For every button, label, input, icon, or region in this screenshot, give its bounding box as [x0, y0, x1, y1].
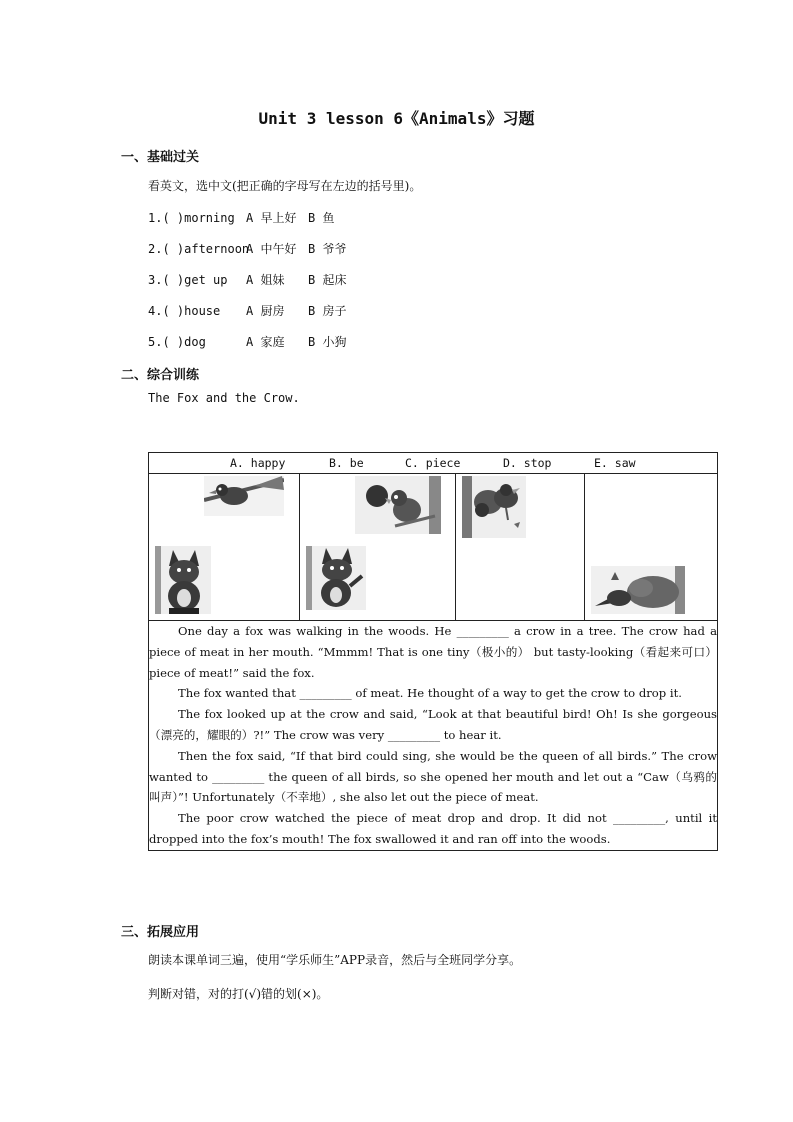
item-option-a: A 姐妹 [246, 273, 285, 287]
item-option-b: B 房子 [308, 304, 347, 318]
crow-with-meat-illustration [355, 476, 441, 534]
item-question: 2.( )afternoon [148, 242, 250, 256]
section3-line1: 朗读本课单词三遍，使用“学乐师生”APP录音，然后与全班同学分享。 [148, 953, 522, 967]
section2-heading: 二、综合训练 [121, 368, 200, 383]
item-option-b: B 爷爷 [308, 242, 347, 256]
list-item [148, 240, 346, 257]
crow-on-branch-illustration [204, 476, 284, 516]
item-option-a: A 厨房 [246, 304, 285, 318]
item-question: 5.( )dog [148, 335, 206, 349]
fox-sitting-illustration [155, 546, 211, 614]
item-option-b: B 鱼 [308, 211, 335, 225]
option-e: E. saw [594, 456, 636, 470]
picture-2 [300, 474, 456, 621]
picture-4 [585, 474, 718, 621]
section3-heading: 三、拓展应用 [121, 925, 200, 940]
option-d: D. stop [503, 456, 552, 470]
story-text [149, 621, 718, 851]
item-question: 3.( )get up [148, 273, 228, 287]
section1-heading: 一、基础过关 [121, 150, 200, 165]
story-paragraph-3: The fox looked up at the crow and said, “Look at that beautiful bird! Oh! Is she gorgeous（漂亮的，耀眼的）?!” The crow was very _________ to hear it. [149, 707, 717, 742]
story-paragraph-4: Then the fox said, “If that bird could sing, she would be the queen of all birds.” The crow wanted to _________ the queen of all birds, so she opened her mouth and let out a “Caw（乌鸦的叫声）”! Unfortunately（不幸地）, she also let out the piece of meat. [149, 748, 717, 805]
story-paragraph-1: One day a fox was walking in the woods. He _________ a crow in a tree. The crow had a piece of meat in her mouth. “Mmmm! That is one tiny（极小的） but tasty-looking（看起来可口） piece of meat!” said the fox. [149, 624, 717, 680]
fox-looking-up-illustration [306, 546, 366, 610]
picture-3 [456, 474, 585, 621]
item-question: 4.( )house [148, 304, 221, 318]
item-option-a: A 中午好 [246, 242, 297, 256]
list-item [148, 333, 346, 350]
option-b: B. be [329, 456, 364, 470]
fox-running-away-illustration [591, 566, 685, 614]
story-paragraph-2: The fox wanted that _________ of meat. He thought of a way to get the crow to drop it. [178, 686, 682, 701]
list-item [148, 209, 334, 226]
section1-instruction: 看英文，选中文(把正确的字母写在左边的括号里)。 [148, 179, 422, 193]
story-paragraph-5: The poor crow watched the piece of meat drop and drop. It did not _________, until it dropped into the fox’s mouth! The fox swallowed it and ran off into the woods. [149, 811, 717, 846]
picture-1 [149, 474, 300, 621]
item-question: 1.( )morning [148, 211, 235, 225]
story-table [148, 452, 718, 851]
option-c: C. piece [405, 456, 461, 470]
crow-singing-illustration [462, 476, 526, 538]
word-options [149, 453, 718, 474]
page-title: Unit 3 lesson 6《Animals》习题 [258, 109, 535, 128]
list-item [148, 302, 346, 319]
item-option-a: A 家庭 [246, 335, 285, 349]
item-option-b: B 小狗 [308, 335, 347, 349]
item-option-a: A 早上好 [246, 211, 297, 225]
option-a: A. happy [230, 456, 286, 470]
list-item [148, 271, 346, 288]
item-option-b: B 起床 [308, 273, 347, 287]
story-title: The Fox and the Crow. [148, 391, 300, 405]
section3-line2: 判断对错，对的打(√)错的划(×)。 [148, 987, 329, 1001]
